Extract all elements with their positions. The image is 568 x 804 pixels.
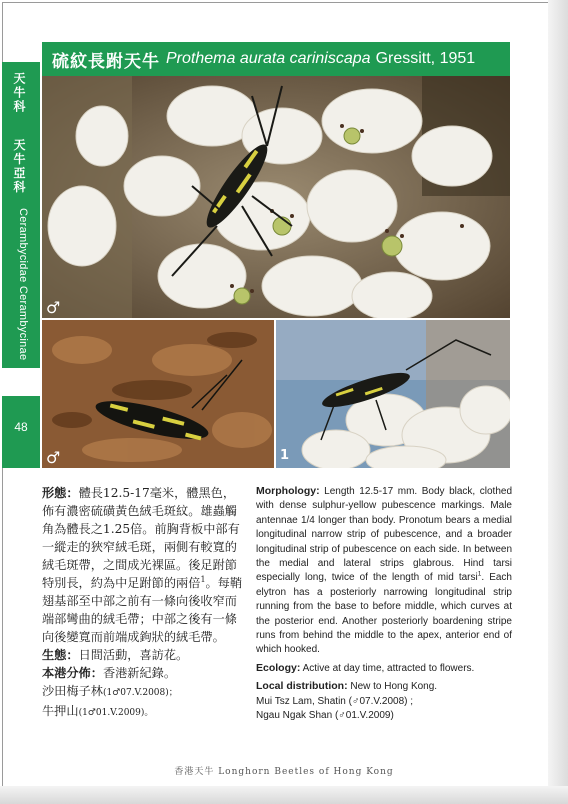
photo-label-right: 1 bbox=[280, 448, 290, 463]
zh-morphology bbox=[42, 484, 247, 646]
en-ecology-label: Ecology: bbox=[256, 661, 301, 674]
side-family-chinese bbox=[10, 72, 28, 194]
zh-ecology-text: 日間活動，喜訪花。 bbox=[78, 648, 189, 662]
en-distribution-text: New to Hong Kong. bbox=[350, 681, 438, 693]
page-shadow-bottom bbox=[0, 786, 568, 804]
zh-record-2-data: (1♂01.V.2009)。 bbox=[78, 708, 154, 718]
zh-distribution-label: 本港分佈： bbox=[42, 666, 103, 680]
en-distribution bbox=[256, 679, 512, 694]
zh-record-1 bbox=[42, 682, 247, 702]
male-symbol-main: ♂ bbox=[46, 298, 61, 317]
en-morphology-label: Morphology: bbox=[256, 485, 320, 497]
zh-morphology-label: 形態： bbox=[42, 486, 79, 500]
en-distribution-label: Local distribution: bbox=[256, 680, 348, 693]
en-record-1: Mui Tsz Lam, Shatin (♂07.V.2008) ; bbox=[256, 695, 414, 707]
zh-morphology-text-2: 。每鞘翅基部至中部之前有一條向後收窄而端部彎曲的絨毛帶；中部之後有一條向後變寬而前端成鉤狀的絨毛帶。 bbox=[42, 576, 243, 644]
en-morphology-text: Length 12.5-17 mm. Body black, clothed with dense sulphur-yellow pubescence markings. Male antennae 1/4 longer than body. Pronotum bears a medial longitudinal narrow strip of pubescence, and a broader longitudinal strip of pubescence on each side. In between the medial and lateral strips glabrous. Hind tarsi especially long, twice of the length of mid tarsi bbox=[256, 486, 513, 584]
en-ecology bbox=[256, 661, 512, 676]
main-photo-beetle-on-flowers bbox=[42, 76, 510, 318]
en-morphology-text-2: . Each elytron has a posteriorly narrowing longitudinal strip running from the base to before middle, which curves at the posterior end. Another posteriorly boardening stripe runs from behind the middle to the apex, anterior end of which hooked. bbox=[256, 572, 512, 656]
side-taxonomy-english: Cerambycidae Cerambycinae bbox=[17, 208, 29, 361]
zh-record-2 bbox=[42, 702, 247, 722]
en-morphology-footnote: 1 bbox=[477, 571, 482, 579]
side-tab-gap bbox=[2, 368, 40, 396]
page-footer: 香港天牛 Longhorn Beetles of Hong Kong bbox=[174, 767, 394, 777]
species-name-scientific: Prothema aurata cariniscapa bbox=[166, 50, 371, 67]
zh-ecology bbox=[42, 646, 247, 664]
zh-record-1-place: 沙田梅子林 bbox=[42, 684, 103, 698]
zh-distribution-text: 香港新紀錄。 bbox=[102, 666, 177, 680]
en-morphology bbox=[256, 484, 512, 658]
en-record-2: Ngau Ngak Shan (♂01.V.2009) bbox=[256, 710, 394, 722]
species-title-bar bbox=[42, 42, 510, 76]
species-name-chinese: 硫紋長跗天牛 bbox=[52, 51, 160, 72]
zh-morphology-text: 體長12.5-17毫米，體黑色，佈有濃密硫磺黃色絨毛斑紋。雄蟲觸角為體長之1.25倍。前胸背板中部有一縱走的狹窄絨毛斑，兩側有較寬的絨毛斑帶，之間成光裸區。後足跗節特別長，約為中足跗節的兩倍 bbox=[42, 486, 240, 590]
zh-distribution bbox=[42, 664, 247, 682]
subfamily-zh: 天牛亞科 bbox=[12, 138, 26, 195]
page-number: 48 bbox=[14, 420, 28, 434]
chinese-description bbox=[42, 484, 247, 722]
page-shadow-right bbox=[548, 0, 568, 804]
photo-beetle-side-view bbox=[276, 320, 510, 468]
male-symbol-left: ♂ bbox=[46, 448, 61, 467]
zh-ecology-label: 生態： bbox=[42, 648, 79, 662]
family-zh: 天牛科 bbox=[12, 72, 26, 114]
photo-beetle-on-bark bbox=[42, 320, 274, 468]
zh-morphology-footnote: 1 bbox=[200, 574, 206, 584]
english-description bbox=[256, 484, 512, 724]
zh-record-1-data: (1♂07.V.2008)； bbox=[102, 688, 178, 698]
species-author: Gressitt, 1951 bbox=[375, 50, 476, 67]
zh-record-2-place: 牛押山 bbox=[42, 704, 79, 718]
en-ecology-text: Active at day time, attracted to flowers. bbox=[302, 662, 475, 674]
